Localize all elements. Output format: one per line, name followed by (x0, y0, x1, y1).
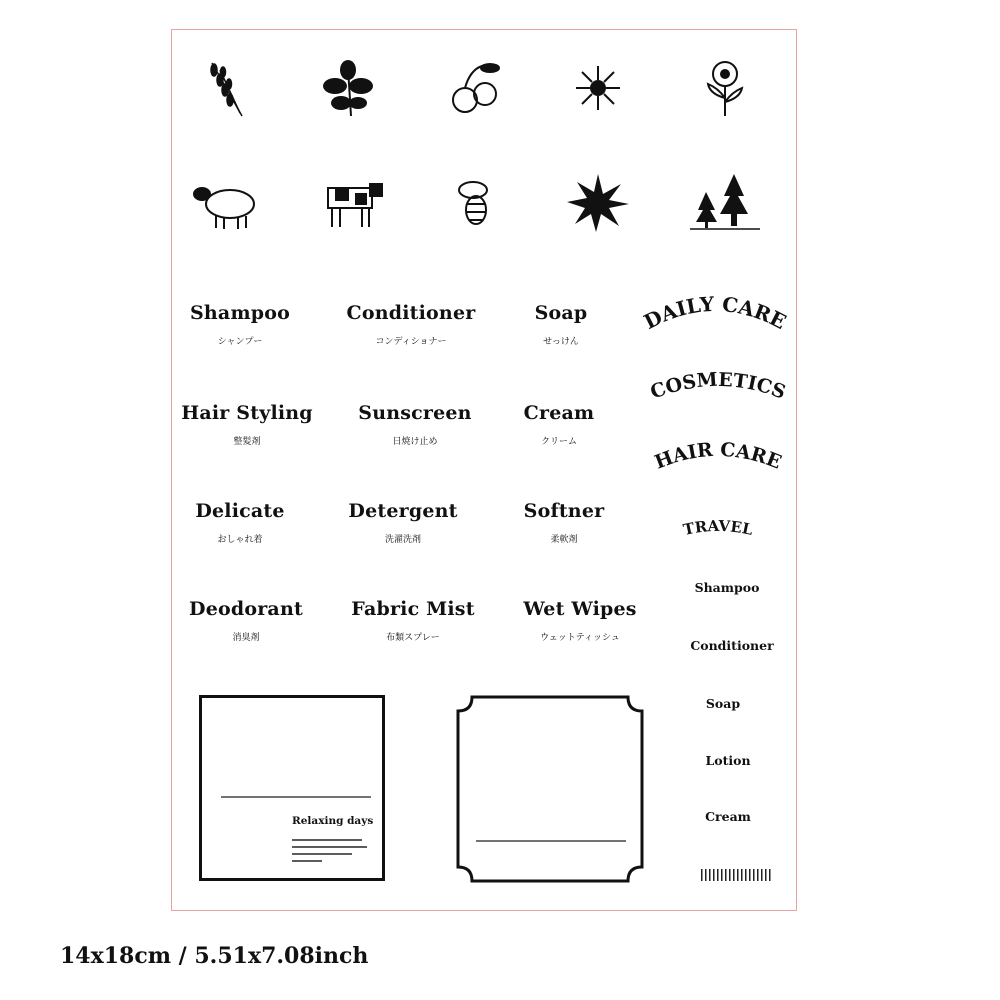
label-en: Fabric Mist (351, 598, 475, 620)
citrus-icon (440, 58, 510, 118)
label-softner (489, 500, 639, 545)
small-label-shampoo: Shampoo (694, 580, 760, 595)
arched-label-hair-care (648, 432, 788, 477)
label-soap (486, 302, 636, 347)
basil-icon (313, 58, 383, 118)
arched-text: HAIR CARE (651, 438, 785, 474)
cow-icon (316, 172, 386, 232)
barcode-stripes (701, 869, 771, 881)
label-detergent (328, 500, 478, 545)
sheep-icon (190, 172, 260, 232)
arched-label-daily-care (640, 285, 790, 335)
label-sunscreen (340, 402, 490, 447)
label-en: Sunscreen (358, 402, 472, 424)
label-conditioner (336, 302, 486, 347)
svg-text:TRAVEL (682, 517, 755, 539)
label-jp: コンディショナー (375, 337, 447, 347)
label-jp: 整髪剤 (233, 437, 261, 447)
label-en: Deodorant (189, 598, 303, 620)
arched-label-travel (668, 510, 768, 546)
label-jp: 日焼け止め (392, 437, 438, 447)
label-en: Softner (523, 500, 605, 522)
calendula-icon (688, 58, 758, 118)
star-anise-icon (563, 172, 633, 232)
lavender-icon (192, 58, 262, 118)
label-jp: おしゃれ着 (217, 535, 263, 545)
svg-text:DAILY CARE (640, 292, 790, 334)
size-caption: 14x18cm / 5.51x7.08inch (60, 943, 369, 969)
label-jp: ウェットティッシュ (540, 633, 620, 643)
small-label-conditioner: Conditioner (690, 638, 774, 653)
small-label-soap: Soap (705, 696, 741, 711)
svg-text:COSMETICS (648, 369, 788, 404)
label-en: Cream (523, 402, 595, 424)
label-jp: 洗濯洗剤 (384, 535, 421, 545)
chamomile-icon (563, 58, 633, 118)
arched-text: TRAVEL (681, 516, 755, 539)
label-en: Delicate (195, 500, 285, 522)
label-en: Hair Styling (181, 402, 313, 424)
label-en: Wet Wipes (523, 598, 637, 620)
label-jp: クリーム (540, 437, 577, 447)
label-hair-styling (172, 402, 322, 447)
label-fabric-mist (338, 598, 488, 643)
svg-text:HAIR CARE (652, 439, 785, 474)
arched-label-cosmetics (648, 362, 788, 407)
notched-frame (456, 695, 644, 883)
bee-icon (440, 172, 510, 232)
label-jp: 消臭剤 (232, 633, 260, 643)
label-cream (484, 402, 634, 447)
script-decoration (292, 834, 367, 867)
arched-text: COSMETICS (648, 368, 788, 404)
label-en: Soap (534, 302, 588, 324)
small-label-cream: Cream (705, 809, 751, 824)
label-en: Detergent (348, 500, 458, 522)
label-jp: シャンプー (217, 337, 263, 347)
label-jp: 柔軟剤 (550, 535, 578, 545)
label-en: Conditioner (346, 302, 476, 324)
relaxing-days-text: Relaxing days (292, 815, 374, 827)
arched-text: DAILY CARE (640, 291, 790, 335)
label-delicate (165, 500, 315, 545)
label-shampoo (165, 302, 315, 347)
label-wet-wipes (505, 598, 655, 643)
pine-trees-icon (690, 172, 760, 232)
small-label-lotion: Lotion (705, 753, 751, 768)
label-jp: 布類スプレー (386, 633, 440, 643)
label-jp: せっけん (543, 337, 579, 347)
label-deodorant (171, 598, 321, 643)
label-en: Shampoo (190, 302, 290, 324)
